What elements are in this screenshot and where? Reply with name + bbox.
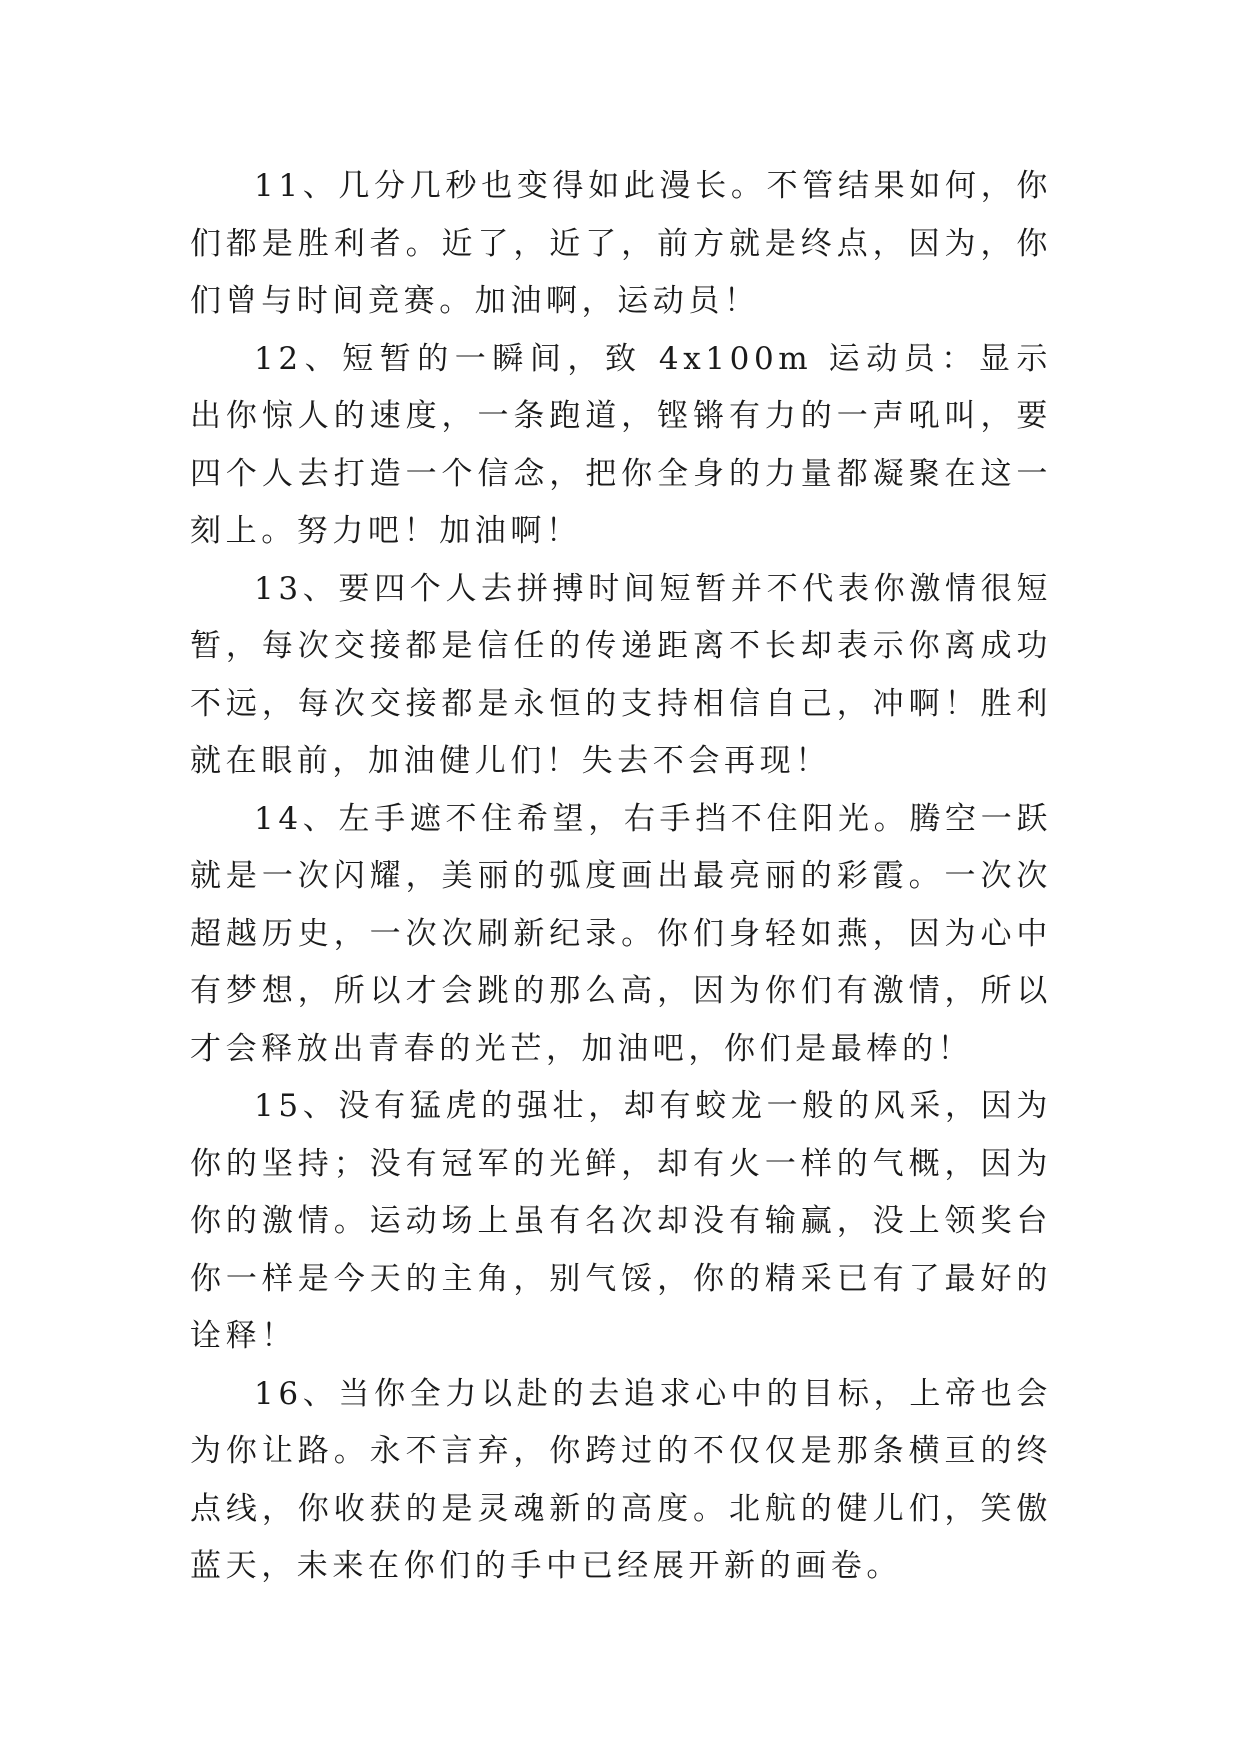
- paragraph-12: 12、短暂的一瞬间，致 4x100m 运动员：显示出你惊人的速度，一条跑道，铿锵有力的一声吼叫，要四个人去打造一个信念，把你全身的力量都凝聚在这一刻上。努力吧！加油啊！: [190, 340, 1052, 549]
- paragraph-16: 16、当你全力以赴的去追求心中的目标，上帝也会为你让路。永不言弃，你跨过的不仅仅是那条横亘的终点线，你收获的是灵魂新的高度。北航的健儿们，笑傲蓝天，未来在你们的手中已经展开新的画卷。: [190, 1375, 1052, 1584]
- paragraph-14: 14、左手遮不住希望，右手挡不住阳光。腾空一跃就是一次闪耀，美丽的弧度画出最亮丽的彩霞。一次次超越历史，一次次刷新纪录。你们身轻如燕，因为心中有梦想，所以才会跳的那么高，因为你们有激情，所以才会释放出青春的光芒，加油吧，你们是最棒的！: [190, 800, 1052, 1067]
- paragraph-11: 11、几分几秒也变得如此漫长。不管结果如何，你们都是胜利者。近了，近了，前方就是终点，因为，你们曾与时间竞赛。加油啊，运动员！: [190, 168, 1052, 319]
- document-page: [190, 158, 1052, 1596]
- paragraph-13: 13、要四个人去拼搏时间短暂并不代表你激情很短暂，每次交接都是信任的传递距离不长却表示你离成功不远，每次交接都是永恒的支持相信自己，冲啊！胜利就在眼前，加油健儿们！失去不会再现！: [190, 570, 1052, 779]
- paragraph-15: 15、没有猛虎的强壮，却有蛟龙一般的风采，因为你的坚持；没有冠军的光鲜，却有火一样的气概，因为你的激情。运动场上虽有名次却没有输赢，没上领奖台你一样是今天的主角，别气馁，你的精采已有了最好的诠释！: [190, 1088, 1052, 1354]
